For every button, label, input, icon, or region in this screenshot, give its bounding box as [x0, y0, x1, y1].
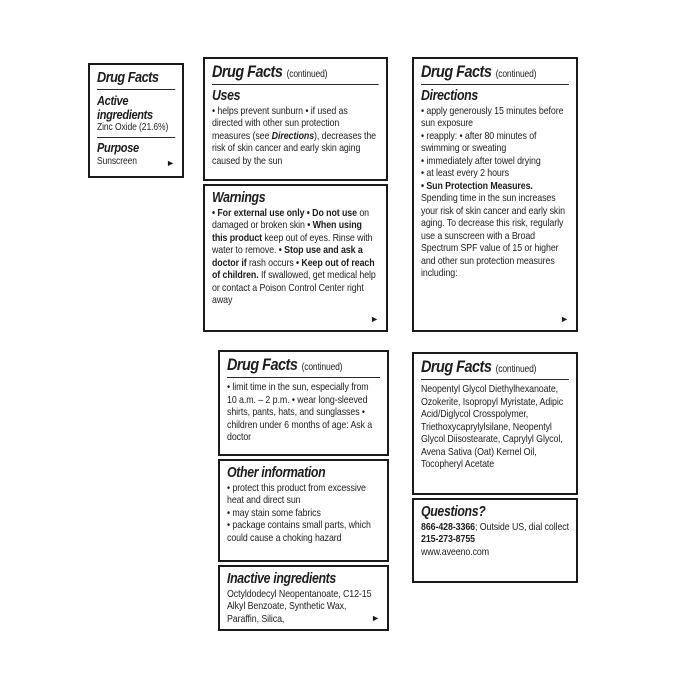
drug-facts-header	[97, 69, 175, 87]
section-text: www.aveeno.com	[421, 546, 490, 558]
panel-sections	[421, 505, 569, 559]
section-heading: Uses	[212, 88, 241, 104]
drug-facts-title: Drug Facts	[421, 357, 492, 376]
title-divider	[97, 89, 175, 90]
section-text: • immediately after towel drying	[421, 155, 541, 167]
drug-facts-title: Drug Facts	[97, 69, 159, 86]
drug-facts-header	[227, 356, 380, 375]
continued-label: (continued)	[301, 362, 343, 373]
panel-questions	[412, 498, 578, 583]
panel-uses	[203, 57, 388, 181]
drug-facts-title: Drug Facts	[212, 62, 283, 81]
section-divider	[97, 137, 175, 138]
panel-warnings	[203, 184, 388, 332]
section-text: • limit time in the sun, especially from 10 a.m. – 2 p.m. • wear long-sleeved shirts, pants, hats, and sunglasses • children under 6 months of age: Ask a doctor	[227, 382, 373, 443]
panel-sections	[421, 384, 569, 472]
section-heading: Questions?	[421, 504, 486, 520]
section-text: • For external use only • Do not use on damaged or broken skin • When using this product keep out of eyes. Rinse with water to remove. • Stop use and ask a doctor if rash occurs • Keep out of reach of children. If swallowed, get medical help or contact a Poison Control Center right away	[212, 207, 376, 307]
continue-arrow-icon: ►	[166, 158, 175, 168]
panel-directions	[412, 57, 578, 332]
continued-label: (continued)	[286, 69, 328, 80]
continue-arrow-icon: ►	[370, 314, 379, 324]
drug-facts-title: Drug Facts	[227, 355, 298, 374]
section-heading: Warnings	[212, 190, 266, 206]
section-heading: Purpose	[97, 140, 139, 156]
panel-sections	[212, 89, 379, 168]
section-text: Octyldodecyl Neopentanoate, C12-15 Alkyl Benzoate, Synthetic Wax, Paraffin, Silica,	[227, 588, 372, 625]
section-heading: Other information	[227, 465, 326, 481]
panel-ingredients-continued	[412, 352, 578, 495]
title-divider	[421, 379, 569, 380]
panel-sections	[97, 94, 175, 168]
section-text: • at least every 2 hours	[421, 168, 509, 180]
section-text: 866-428-3366; Outside US, dial collect 215-273-8755	[421, 521, 569, 546]
section-text: • package contains small parts, which could cause a choking hazard	[227, 520, 371, 544]
section-text: Sunscreen	[97, 155, 137, 167]
section-text: Neopentyl Glycol Diethylhexanoate, Ozokerite, Isopropyl Myristate, Adipic Acid/Diglycol Crosspolymer, Triethoxycaprylylsilane, Neopentyl Glycol Diisostearate, Caprylyl Glycol, Avena Sativa (Oat) Kernel Oil, Tocopheryl Acetate	[421, 384, 564, 470]
panel-other-information	[218, 459, 389, 562]
section-text: • may stain some fabrics	[227, 507, 321, 519]
drug-facts-header	[212, 63, 379, 82]
continued-label: (continued)	[495, 364, 537, 375]
title-divider	[227, 377, 380, 378]
section-heading: Inactive ingredients	[227, 571, 336, 587]
title-divider	[212, 84, 379, 85]
drug-facts-header	[421, 63, 569, 82]
panel-sections	[212, 191, 379, 308]
section-text: • helps prevent sunburn • if used as directed with other sun protection measures (see Directions), decreases the risk of skin cancer and early skin aging caused by the sun	[212, 105, 376, 167]
panel-sections	[421, 89, 569, 281]
continue-arrow-icon: ►	[371, 613, 380, 623]
section-text: • Sun Protection Measures. Spending time in the sun increases your risk of skin cancer and early skin aging. To decrease this risk, regularly use a sunscreen with a Broad Spectrum SPF value of 15 or higher and other sun protection measures including:	[421, 180, 565, 280]
section-text: • apply generously 15 minutes before sun exposure	[421, 105, 564, 130]
section-text: • reapply: • after 80 minutes of swimming or sweating	[421, 130, 537, 155]
section-heading: Active ingredients	[97, 93, 153, 122]
section-text: Zinc Oxide (21.6%)	[97, 122, 169, 134]
panel-sun-limits	[218, 350, 389, 456]
continue-arrow-icon: ►	[560, 314, 569, 324]
drug-facts-title: Drug Facts	[421, 62, 492, 81]
section-text: • protect this product from excessive heat and direct sun	[227, 482, 366, 507]
panel-sections	[227, 572, 380, 626]
section-heading: Directions	[421, 88, 478, 104]
drug-facts-header	[421, 358, 569, 377]
panel-sections	[227, 466, 380, 545]
panel-inactive-ingredients	[218, 565, 389, 631]
panel-sections	[227, 382, 380, 445]
title-divider	[421, 84, 569, 85]
panel-drug-facts-main	[88, 63, 184, 178]
continued-label: (continued)	[495, 69, 537, 80]
